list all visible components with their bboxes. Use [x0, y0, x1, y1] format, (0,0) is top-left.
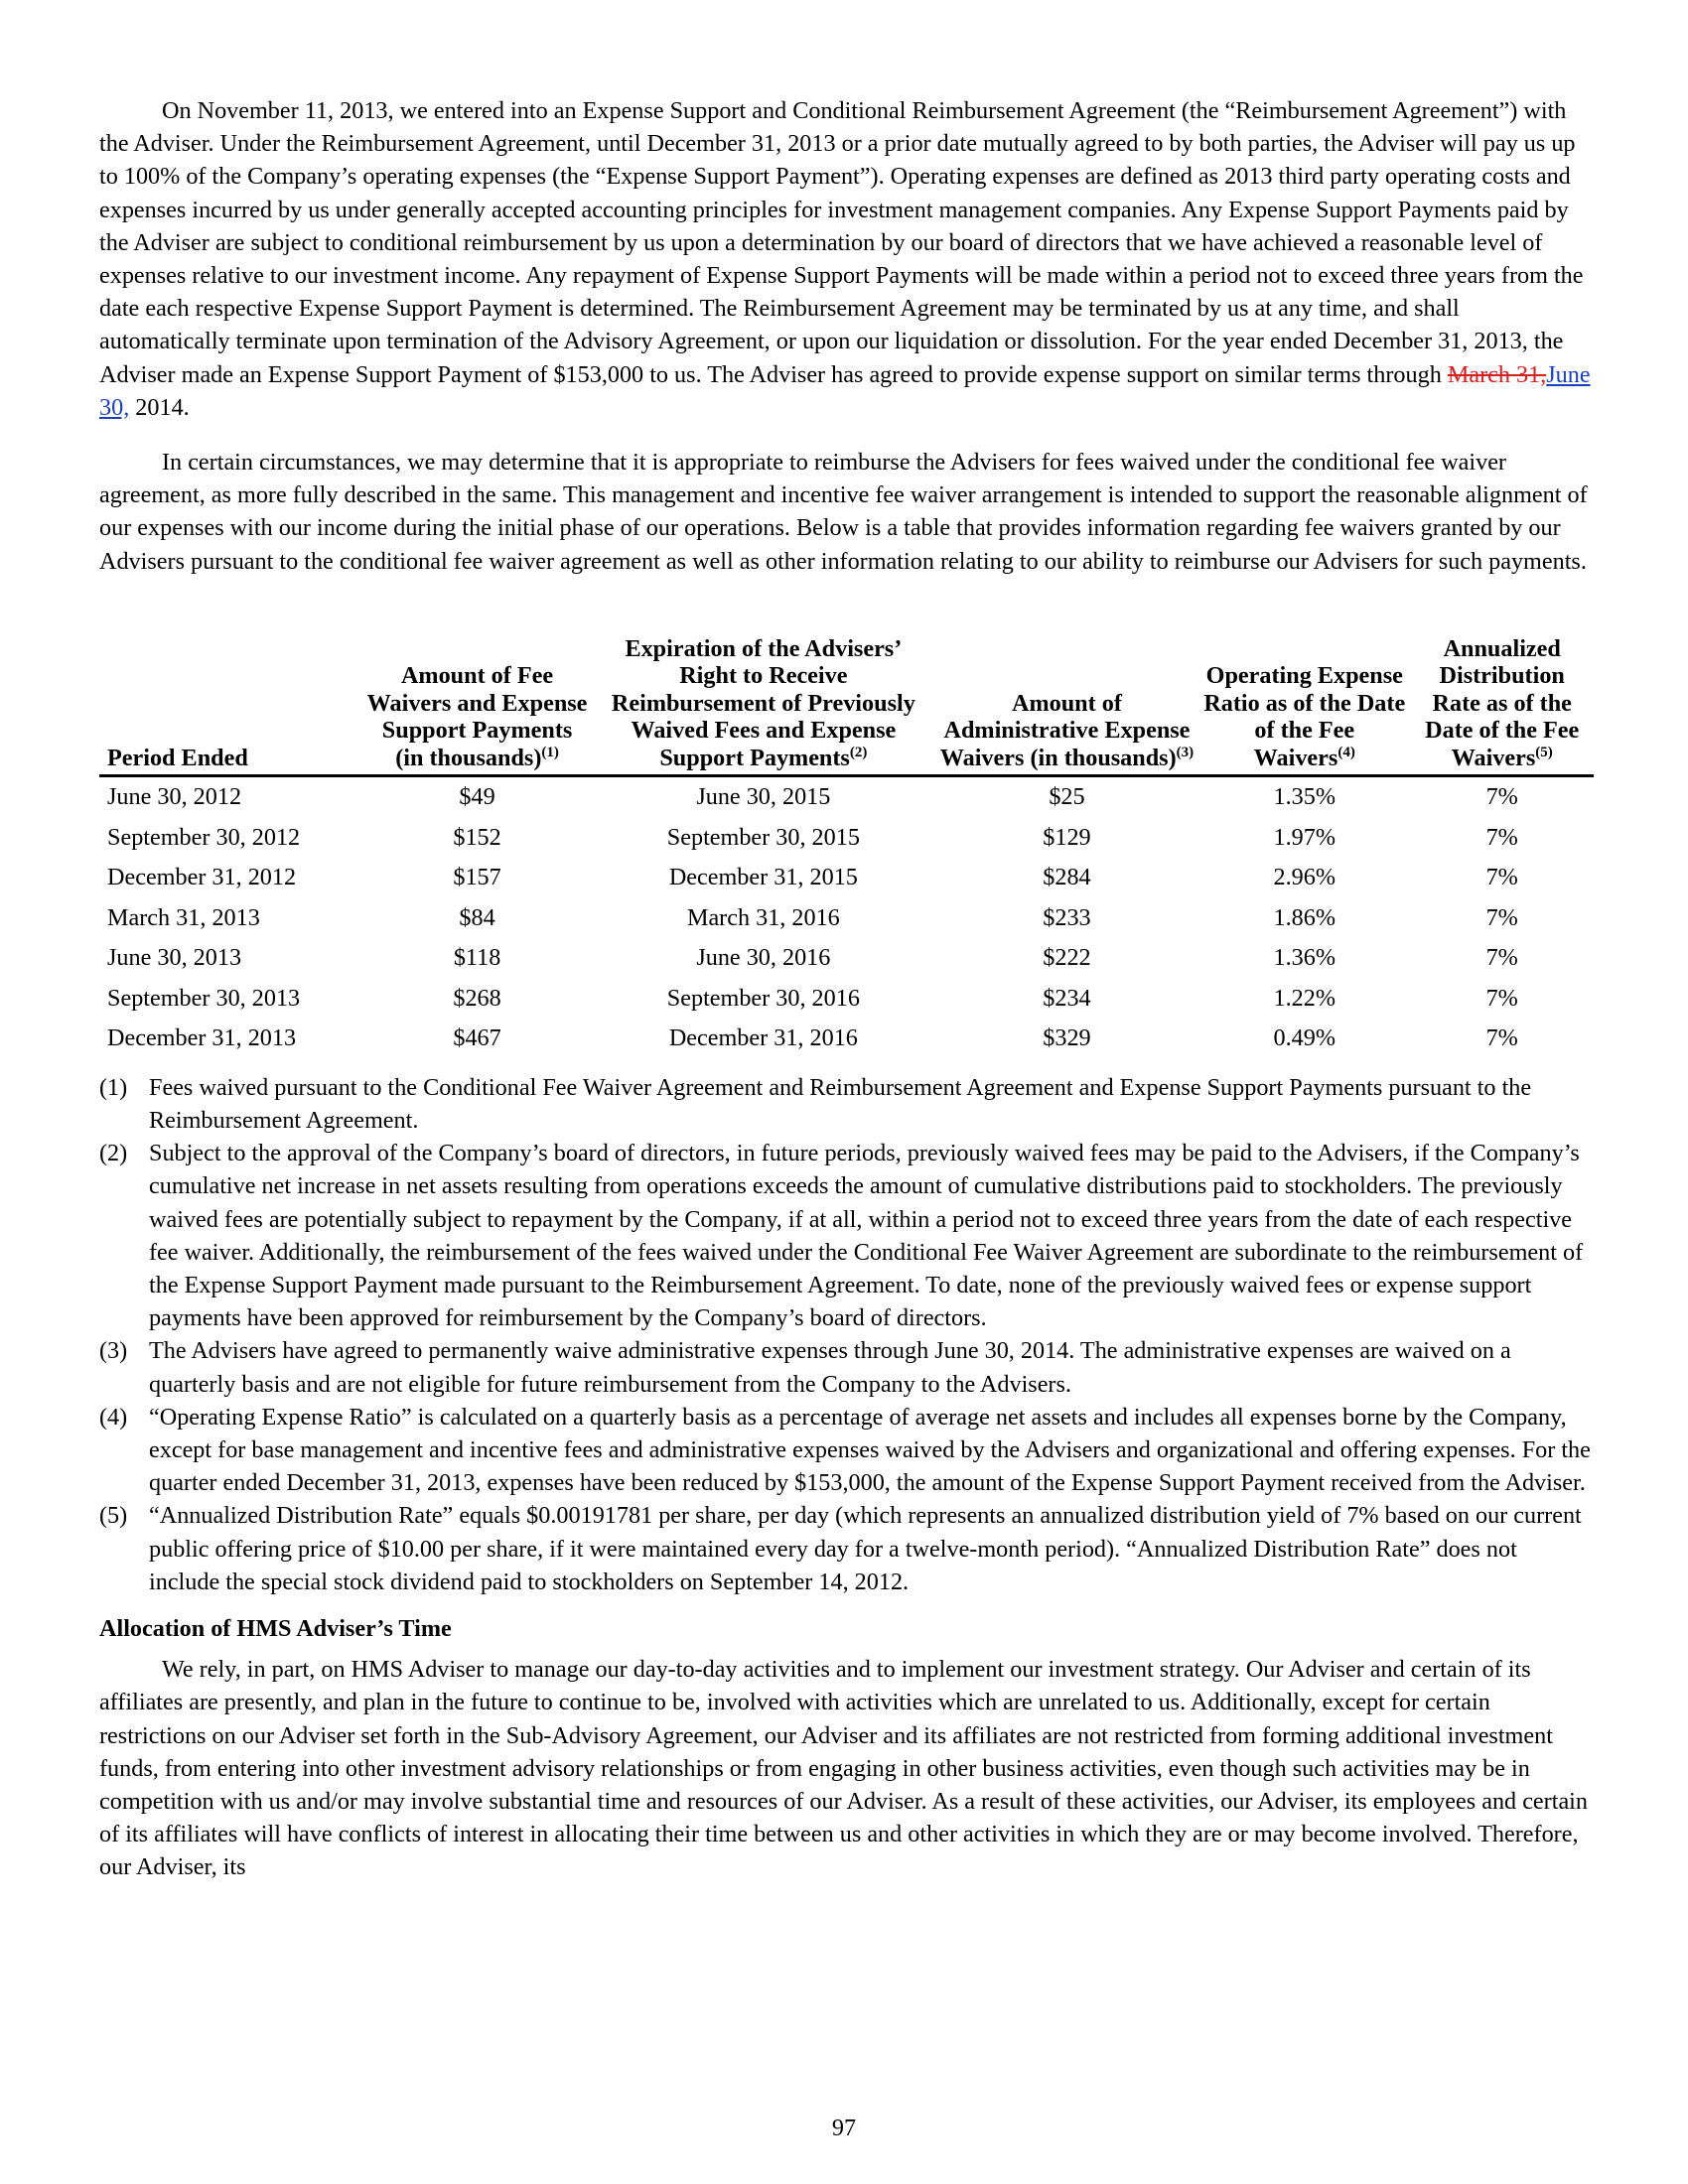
- cell-admin-waiver: $284: [1043, 864, 1091, 891]
- footnote-text: The Advisers have agreed to permanently waive administrative expenses through June 30, 2014. The administrative expenses are waived on a quarterly basis and are not eligible for future reimbursement from the Company to the Advisers.: [149, 1337, 1511, 1398]
- cell-expiration: December 31, 2015: [668, 864, 858, 891]
- table-row: [99, 858, 1594, 898]
- footnote-number: (1): [99, 1073, 128, 1101]
- cell-fee-waiver: $467: [453, 1024, 501, 1052]
- footnote-number: (2): [99, 1140, 128, 1167]
- cell-distribution-rate: 7%: [1485, 984, 1518, 1012]
- footnote-text: Subject to the approval of the Company’s board of directors, in future periods, previously waived fees may be paid to the Advisers, if the Company’s cumulative net increase in net assets resulting from operations exceeds the amount of cumulative distributions paid to stockholders. The previously waived fees are potentially subject to repayment by the Company, if at all, within a period not to exceed three years from the date of each respective fee waiver. Additionally, the reimbursement of the fees waived under the Conditional Fee Waiver Agreement are subordinate to the reimbursement of the Expense Support Payment made pursuant to the Reimbursement Agreement. To date, none of the previously waived fees or expense support payments have been approved for reimbursement by the Company’s board of directors.: [149, 1140, 1584, 1332]
- cell-expense-ratio: 1.35%: [1273, 783, 1336, 811]
- cell-period: June 30, 2013: [107, 944, 242, 972]
- cell-distribution-rate: 7%: [1485, 903, 1518, 931]
- footnote-text: “Annualized Distribution Rate” equals $0.00191781 per share, per day (which represents an annualized distribution yield of 7% based on our current public offering price of $10.00 per share, if it were maintained every day for a twelve-month period). “Annualized Distribution Rate” does not include the special stock dividend paid to stockholders on September 14, 2012.: [149, 1502, 1582, 1595]
- fee-waiver-table: [99, 635, 1594, 1059]
- header-fee-waivers: Amount of Fee Waivers and Expense Support Payments (in thousands)$^{(1)}$: [366, 662, 588, 771]
- cell-expiration: September 30, 2016: [666, 984, 860, 1012]
- header-period-ended: Period Ended: [107, 744, 248, 771]
- footnote-ref: (1): [541, 744, 559, 760]
- cell-fee-waiver: $152: [453, 823, 501, 851]
- document-page: [99, 94, 1594, 1906]
- cell-expiration: March 31, 2016: [686, 903, 840, 931]
- cell-expiration: December 31, 2016: [668, 1024, 858, 1052]
- inserted-text: June 30,: [99, 360, 1591, 421]
- cell-distribution-rate: 7%: [1485, 864, 1518, 891]
- cell-expense-ratio: 1.86%: [1273, 903, 1336, 931]
- paragraph-text-end: 2014.: [129, 393, 190, 421]
- footnote-number: (5): [99, 1502, 128, 1530]
- footnote-ref: (3): [1176, 744, 1195, 760]
- cell-expiration: June 30, 2016: [696, 944, 831, 972]
- cell-period: December 31, 2012: [107, 864, 297, 891]
- footnote-2: [99, 1137, 1594, 1334]
- footnote-4: [99, 1401, 1594, 1500]
- cell-admin-waiver: $233: [1043, 903, 1091, 931]
- deleted-text: March 31,: [1447, 360, 1547, 388]
- footnote-1: [99, 1071, 1594, 1137]
- cell-admin-waiver: $222: [1043, 944, 1091, 972]
- cell-expense-ratio: 1.22%: [1273, 984, 1336, 1012]
- cell-fee-waiver: $157: [453, 864, 501, 891]
- footnotes: [99, 1071, 1594, 1598]
- footnote-3: [99, 1334, 1594, 1400]
- cell-distribution-rate: 7%: [1485, 783, 1518, 811]
- cell-fee-waiver: $118: [453, 944, 501, 972]
- cell-expense-ratio: 1.97%: [1273, 823, 1336, 851]
- header-distribution-rate: Annualized Distribution Rate as of the Date of the Fee Waivers$^{(5)}$: [1425, 634, 1580, 771]
- header-operating-ratio: Operating Expense Ratio as of the Date of the Fee Waivers$^{(4)}$: [1203, 662, 1406, 771]
- paragraph-text: On November 11, 2013, we entered into an Expense Support and Conditional Reimbursement Agreement (the “Reimbursement Agreement”) with the Adviser. Under the Reimbursement Agreement, until December 31, 2013 or a prior date mutually agreed to by both parties, the Adviser will pay us up to 100% of the Company’s operating expenses (the “Expense Support Payment”). Operating expenses are defined as 2013 third party operating costs and expenses incurred by us under generally accepted accounting principles for investment management companies. Any Expense Support Payments paid by the Adviser are subject to conditional reimbursement by us upon a determination by our board of directors that we have achieved a reasonable level of expenses relative to our investment income. Any repayment of Expense Support Payments will be made within a period not to exceed three years from the date each respective Expense Support Payment is determined. The Reimbursement Agreement may be terminated by us at any time, and shall automatically terminate upon termination of the Advisory Agreement, or upon our liquidation or dissolution. For the year ended December 31, 2013, the Adviser made an Expense Support Payment of $153,000 to us. The Adviser has agreed to provide expense support on similar terms through: [99, 97, 1584, 388]
- cell-admin-waiver: $329: [1043, 1024, 1091, 1052]
- cell-expense-ratio: 0.49%: [1273, 1024, 1336, 1052]
- cell-fee-waiver: $84: [459, 903, 495, 931]
- cell-period: September 30, 2012: [107, 823, 301, 851]
- footnote-ref: (5): [1535, 744, 1553, 760]
- table-row: [99, 818, 1594, 859]
- footnote-number: (4): [99, 1403, 128, 1431]
- paragraph-adviser-time: We rely, in part, on HMS Adviser to manage our day-to-day activities and to implement our investment strategy. Our Adviser and certain of its affiliates are presently, and plan in the future to continue to be, involved with activities which are unrelated to us. Additionally, except for certain restrictions on our Adviser set forth in the Sub-Advisory Agreement, our Adviser and its affiliates are not restricted from forming additional investment funds, from entering into other investment advisory relationships or from engaging in other business activities, even though such activities may be in competition with us and/or may involve substantial time and resources of our Adviser. As a result of these activities, our Adviser, its employees and certain of its affiliates will have conflicts of interest in allocating their time between us and other activities in which they are or may become involved. Therefore, our Adviser, its: [99, 1656, 1588, 1881]
- cell-expiration: September 30, 2015: [666, 823, 860, 851]
- header-expiration: Expiration of the Advisers’ Right to Receive Reimbursement of Previously Waived Fees and Expense Support Payments$^{(2)}$: [611, 634, 915, 771]
- table-row: [99, 938, 1594, 979]
- table-row: [99, 776, 1594, 818]
- cell-fee-waiver: $49: [459, 783, 495, 811]
- table-row: [99, 1019, 1594, 1059]
- table-header-row: [99, 635, 1594, 776]
- footnote-number: (3): [99, 1337, 128, 1365]
- cell-period: March 31, 2013: [107, 903, 260, 931]
- cell-period: June 30, 2012: [107, 783, 242, 811]
- cell-distribution-rate: 7%: [1485, 944, 1518, 972]
- footnote-ref: (2): [849, 744, 868, 760]
- cell-distribution-rate: 7%: [1485, 823, 1518, 851]
- cell-period: December 31, 2013: [107, 1024, 297, 1052]
- header-admin-waivers: Amount of Administrative Expense Waivers (in thousands)$^{(3)}$: [939, 689, 1195, 771]
- footnote-ref: (4): [1337, 744, 1355, 760]
- cell-admin-waiver: $129: [1043, 823, 1091, 851]
- paragraph-fee-waiver: In certain circumstances, we may determine that it is appropriate to reimburse the Advisers for fees waived under the conditional fee waiver agreement, as more fully described in the same. This management and incentive fee waiver arrangement is intended to support the reasonable alignment of our expenses with our income during the initial phase of our operations. Below is a table that provides information regarding fee waivers granted by our Advisers pursuant to the conditional fee waiver agreement as well as other information relating to our ability to reimburse our Advisers for such payments.: [99, 449, 1588, 575]
- footnote-text: Fees waived pursuant to the Conditional Fee Waiver Agreement and Reimbursement Agreement and Expense Support Payments pursuant to the Reimbursement Agreement.: [149, 1073, 1532, 1135]
- footnote-text: “Operating Expense Ratio” is calculated on a quarterly basis as a percentage of average net assets and includes all expenses borne by the Company, except for base management and incentive fees and administrative expenses waived by the Advisers and organizational and offering expenses. For the quarter ended December 31, 2013, expenses have been reduced by $153,000, the amount of the Expense Support Payment received from the Adviser.: [149, 1403, 1591, 1497]
- cell-period: September 30, 2013: [107, 984, 301, 1012]
- paragraph-reimbursement-agreement: [99, 94, 1594, 424]
- table-row: [99, 979, 1594, 1020]
- section-heading: Allocation of HMS Adviser’s Time: [99, 1615, 452, 1643]
- cell-expense-ratio: 2.96%: [1273, 864, 1336, 891]
- cell-expiration: June 30, 2015: [696, 783, 831, 811]
- cell-admin-waiver: $234: [1043, 984, 1091, 1012]
- cell-admin-waiver: $25: [1049, 783, 1085, 811]
- cell-distribution-rate: 7%: [1485, 1024, 1518, 1052]
- footnote-5: [99, 1499, 1594, 1598]
- page-number: 97: [831, 2115, 857, 2141]
- cell-expense-ratio: 1.36%: [1273, 944, 1336, 972]
- cell-fee-waiver: $268: [453, 984, 501, 1012]
- table-row: [99, 898, 1594, 939]
